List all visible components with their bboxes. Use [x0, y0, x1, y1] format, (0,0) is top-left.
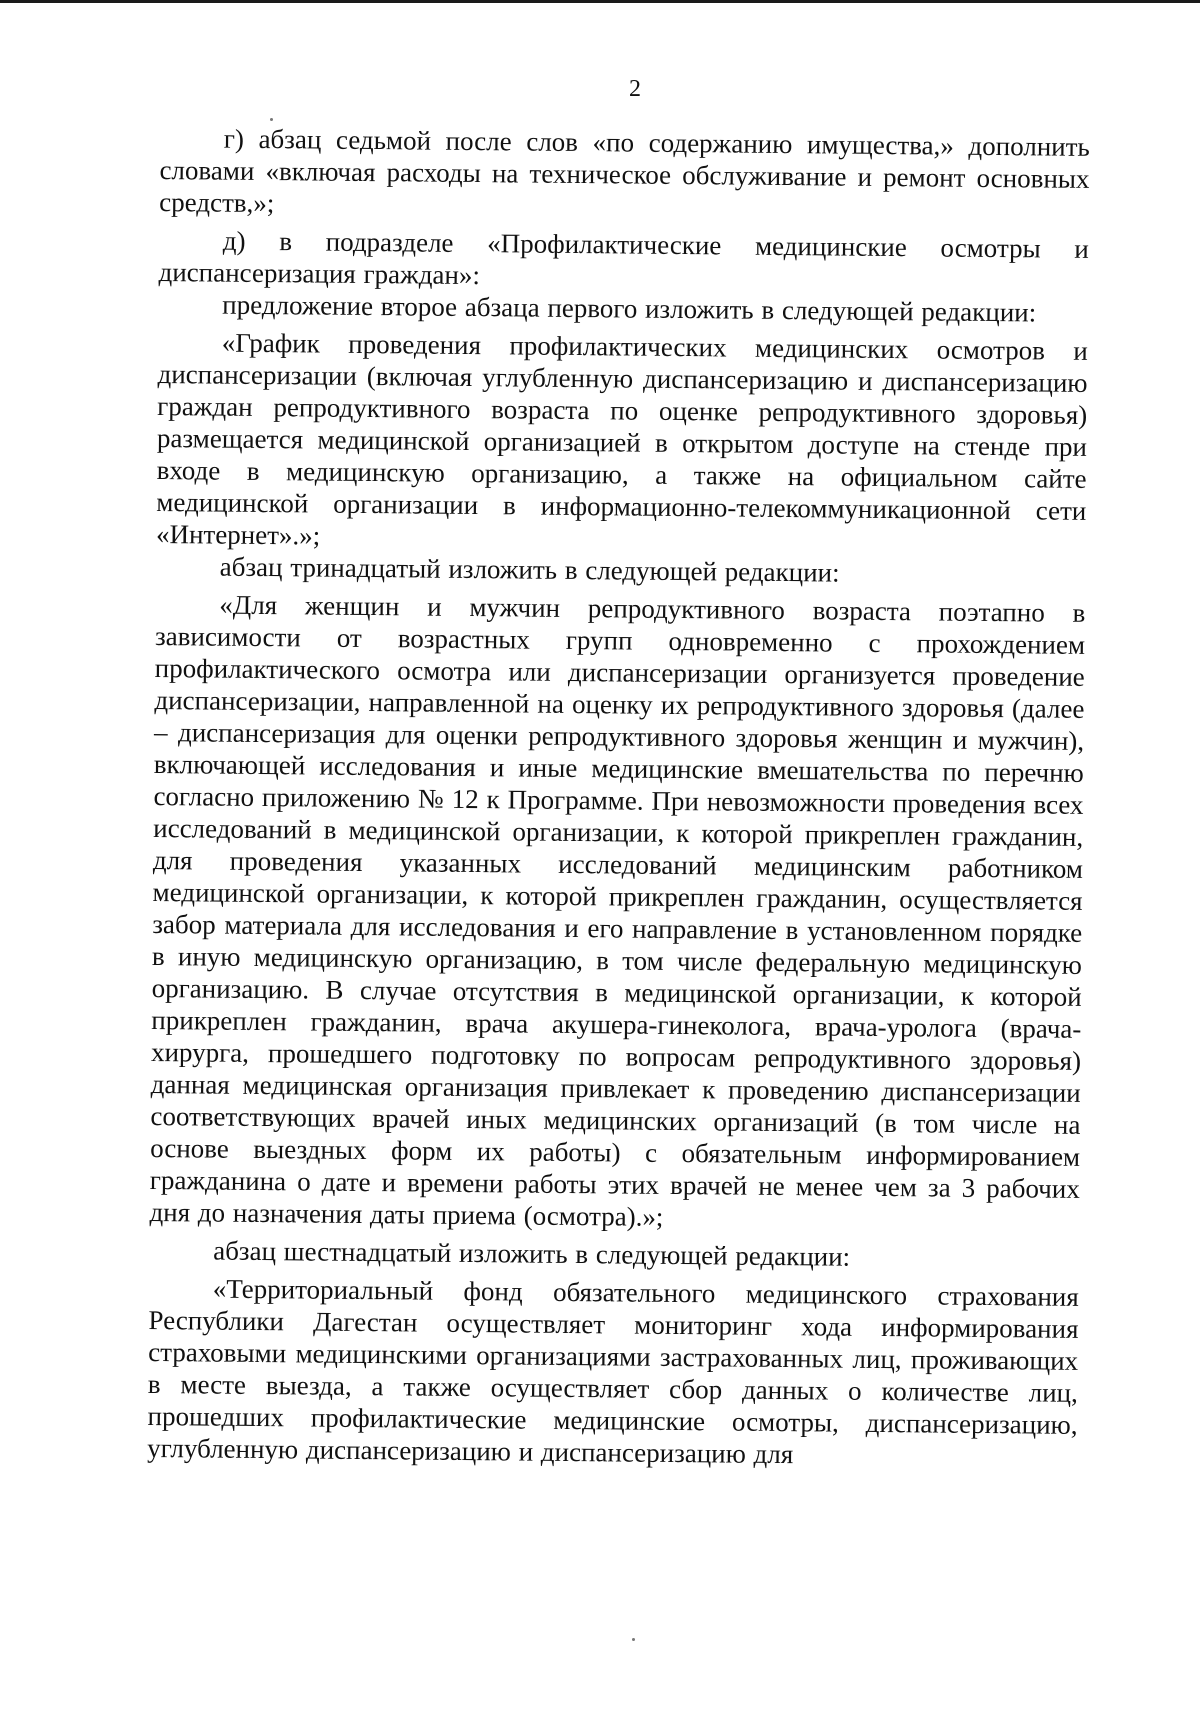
paragraph-thirteenth-instruction: абзац тринадцатый изложить в следующей редакции: — [219, 551, 840, 588]
document-body — [147, 122, 1090, 1473]
scan-speck — [270, 118, 273, 121]
page-number: 2 — [629, 76, 641, 102]
paragraph-sentence-instruction: предложение второе абзаца первого изложить в следующей редакции: — [222, 289, 1037, 328]
paragraph-reproductive-quote: «Для женщин и мужчин репродуктивного возраста поэтапно в зависимости от возрастных групп одновременно с прохождением профилактического осмотра или диспансеризации организуется проведение диспансеризации, направленной на оценку их репродуктивного здоровья (далее – диспансеризация для оценки репродуктивного здоровья женщин и мужчин), включающей исследования и иные медицинские вмешательства по перечню согласно приложению № 12 к Программе. При невозможности проведения всех исследований в медицинской организации, к которой прикреплен гражданин, для проведения указанных исследований медицинским работником медицинской организации, к которой прикреплен гражданин, осуществляется забор материала для исследования и его направление в установленном порядке в иную медицинскую организацию, в том числе федеральную медицинскую организацию. В случае отсутствия в медицинской организации, к которой прикреплен гражданин, врача акушера-гинеколога, врача-уролога (врача-хирурга, прошедшего подготовку по вопросам репродуктивного здоровья) данная медицинская организация привлекает к проведению диспансеризации соответствующих врачей иных медицинских организаций (в том числе на основе выездных форм их работы) с обязательным информированием гражданина о дате и времени работы этих врачей не менее чем за 3 рабочих дня до назначения даты приема (осмотра).»; — [149, 589, 1086, 1232]
paragraph-schedule-quote: «График проведения профилактических медицинских осмотров и диспансеризации (включая углубленную диспансеризацию и диспансеризацию граждан репродуктивного возраста по оценке репродуктивного здоровья) размещается медицинской организацией в открытом доступе на стенде при входе в медицинскую организацию, а также на официальном сайте медицинской организации в информационно-телекоммуникационной сети «Интернет».»; — [155, 327, 1088, 551]
scan-speck — [632, 1638, 635, 1641]
paragraph-fund-quote: «Территориальный фонд обязательного медицинского страхования Республики Дагестан осуществляет мониторинг хода информирования страховыми медицинскими организациями застрахованных лиц, проживающих в месте выезда, а также осуществляет сбор данных о количестве лиц, прошедших профилактические медицинские осмотры, диспансеризацию, углубленную диспансеризацию и диспансеризацию для — [147, 1273, 1079, 1470]
paragraph-item-d: д) в подразделе «Профилактические медицинские осмотры и диспансеризация граждан»: — [158, 225, 1089, 291]
paragraph-item-g: г) абзац седьмой после слов «по содержанию имущества,» дополнить словами «включая расходы на техническое обслуживание и ремонт основных средств,»; — [159, 123, 1090, 219]
top-border-line — [0, 0, 1200, 3]
paragraph-sixteenth-instruction: абзац шестнадцатый изложить в следующей редакции: — [213, 1235, 851, 1272]
